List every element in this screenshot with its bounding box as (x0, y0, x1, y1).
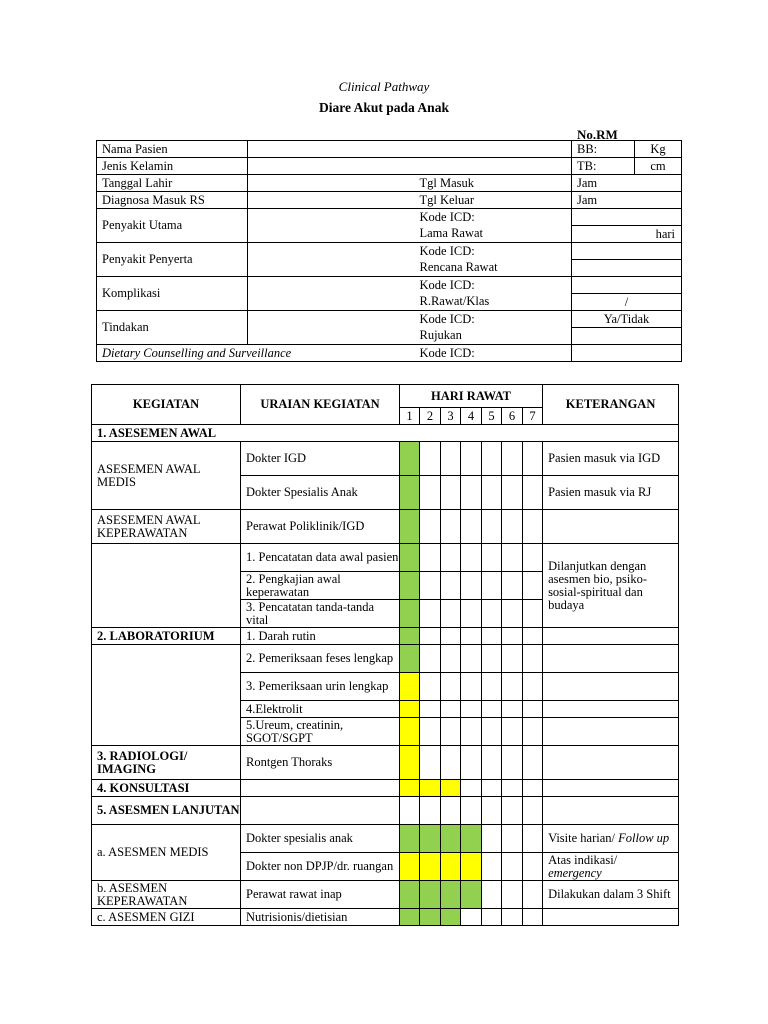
day-cell-green (400, 442, 420, 476)
field-rawat-klas: / (572, 294, 682, 311)
empty-cell (543, 645, 679, 673)
field-jenis-kelamin[interactable] (248, 158, 572, 175)
day-cell-yellow (441, 780, 461, 797)
empty-cell (482, 701, 502, 718)
empty-cell (523, 909, 543, 926)
label-asesmen-gizi: c. ASESMEN GIZI (92, 909, 241, 926)
day-cell-green (420, 909, 441, 926)
empty-cell (482, 628, 502, 645)
label-tindakan: Tindakan (97, 311, 248, 345)
row-dokter-spesialis-anak: Dokter Spesialis Anak (241, 476, 400, 510)
day-cell-green (400, 572, 420, 600)
empty-cell (482, 442, 502, 476)
empty-cell (420, 746, 441, 780)
field-tanggal-lahir[interactable] (248, 175, 415, 192)
unit-cm: cm (635, 158, 682, 175)
row-nutrisionis: Nutrisionis/dietisian (241, 909, 400, 926)
row-pencatatan-data: 1. Pencatatan data awal pasien (241, 544, 400, 572)
day-cell-yellow (400, 718, 420, 746)
section-laboratorium: 2. LABORATORIUM (92, 628, 241, 645)
empty-cell (420, 673, 441, 701)
ket-atas-indikasi: Atas indikasi/ emergency (543, 853, 679, 881)
empty-cell (441, 718, 461, 746)
empty-cell (461, 780, 482, 797)
col-header-hari-rawat: HARI RAWAT (400, 385, 543, 408)
empty-cell (482, 572, 502, 600)
empty-cell (461, 718, 482, 746)
empty-cell (420, 628, 441, 645)
empty-cell (523, 628, 543, 645)
empty-cell (523, 600, 543, 628)
label-tgl-masuk: Tgl Masuk (415, 175, 572, 192)
empty-cell (502, 673, 523, 701)
day-3: 3 (441, 408, 461, 425)
empty-cell (441, 645, 461, 673)
row-dokter-spes-anak-2: Dokter spesialis anak (241, 825, 400, 853)
empty-cell (461, 544, 482, 572)
day-7: 7 (523, 408, 543, 425)
day-cell-green (400, 544, 420, 572)
empty-cell (482, 853, 502, 881)
empty-cell (461, 442, 482, 476)
label-jam-masuk: Jam (572, 175, 682, 192)
field-rencana-rawat[interactable] (572, 260, 682, 277)
day-cell-green (420, 825, 441, 853)
empty-cell (543, 628, 679, 645)
label-jenis-kelamin: Jenis Kelamin (97, 158, 248, 175)
day-cell-yellow (420, 853, 441, 881)
empty-cell (523, 825, 543, 853)
day-cell-green (461, 825, 482, 853)
empty-cell (502, 718, 523, 746)
empty-cell (502, 701, 523, 718)
empty-cell (441, 628, 461, 645)
empty-cell (441, 673, 461, 701)
empty-cell (502, 510, 523, 544)
empty-cell (543, 746, 679, 780)
section-asesmen-lanjutan: 5. ASESMEN LANJUTAN (92, 797, 241, 825)
day-cell-green (441, 825, 461, 853)
day-cell-yellow (400, 673, 420, 701)
field-komplikasi[interactable] (248, 277, 415, 311)
empty-cell (502, 853, 523, 881)
field-kode-icd-komplikasi[interactable] (572, 277, 682, 294)
empty-cell (502, 544, 523, 572)
empty-cell (543, 909, 679, 926)
day-6: 6 (502, 408, 523, 425)
day-2: 2 (420, 408, 441, 425)
row-urin: 3. Pemeriksaan urin lengkap (241, 673, 400, 701)
empty-cell (502, 572, 523, 600)
label-rujukan: Rujukan (415, 328, 572, 345)
field-diagnosa[interactable] (248, 192, 415, 209)
day-cell-yellow (420, 780, 441, 797)
label-kode-icd-penyerta: Kode ICD: (415, 243, 572, 260)
label-rawat-klas: R.Rawat/Klas (415, 294, 572, 311)
row-pencatatan-ttv: 3. Pencatatan tanda-tanda vital (241, 600, 400, 628)
empty-lab-cell (92, 645, 241, 746)
row-dokter-non-dpjp: Dokter non DPJP/dr. ruangan (241, 853, 400, 881)
empty-cell (461, 600, 482, 628)
empty-cell (523, 442, 543, 476)
empty-cell (482, 544, 502, 572)
label-bb: BB: (572, 141, 635, 158)
field-kode-icd-dietary[interactable] (572, 345, 682, 362)
empty-cell (523, 718, 543, 746)
empty-cell (441, 701, 461, 718)
empty-cell (502, 780, 523, 797)
day-cell-green (400, 881, 420, 909)
empty-cell (482, 510, 502, 544)
empty-cell (420, 476, 441, 510)
label-rencana-rawat: Rencana Rawat (415, 260, 572, 277)
page-subtitle: Diare Akut pada Anak (319, 100, 449, 115)
section-konsultasi: 4. KONSULTASI (92, 780, 241, 797)
empty-cell (420, 645, 441, 673)
label-dietary: Dietary Counselling and Surveillance (97, 345, 415, 362)
empty-cell (543, 510, 679, 544)
label-komplikasi: Komplikasi (97, 277, 248, 311)
empty-cell (461, 476, 482, 510)
day-cell-green (400, 600, 420, 628)
col-header-kegiatan: KEGIATAN (92, 385, 241, 425)
label-penyakit-penyerta: Penyakit Penyerta (97, 243, 248, 277)
empty-cell (441, 544, 461, 572)
day-4: 4 (461, 408, 482, 425)
label-asesmen-awal-kep: ASESEMEN AWAL KEPERAWATAN (92, 510, 241, 544)
empty-cell (461, 645, 482, 673)
day-cell-green (441, 909, 461, 926)
empty-cell (523, 853, 543, 881)
empty-cell (523, 746, 543, 780)
empty-cell (441, 442, 461, 476)
row-rontgen: Rontgen Thoraks (241, 746, 400, 780)
label-tgl-keluar: Tgl Keluar (415, 192, 572, 209)
empty-cell (461, 572, 482, 600)
empty-cell (241, 797, 400, 825)
day-cell-yellow (400, 701, 420, 718)
empty-cell (502, 645, 523, 673)
empty-cell (502, 797, 523, 825)
label-tb: TB: (572, 158, 635, 175)
row-pengkajian: 2. Pengkajian awal keperawatan (241, 572, 400, 600)
empty-cell (502, 476, 523, 510)
empty-cell (420, 544, 441, 572)
empty-cell (420, 510, 441, 544)
no-rm-label: No.RM (577, 127, 618, 142)
empty-cell (420, 572, 441, 600)
empty-cell (523, 645, 543, 673)
section-radiologi: 3. RADIOLOGI/ IMAGING (92, 746, 241, 780)
empty-cell (502, 825, 523, 853)
label-kode-icd-utama: Kode ICD: (415, 209, 572, 226)
label-kode-icd-komplikasi: Kode ICD: (415, 277, 572, 294)
empty-cell (482, 600, 502, 628)
day-1: 1 (400, 408, 420, 425)
activity-table (91, 384, 679, 926)
row-ureum: 5.Ureum, creatinin, SGOT/SGPT (241, 718, 400, 746)
empty-cell (441, 600, 461, 628)
field-penyakit-utama[interactable] (248, 209, 415, 243)
ket-3shift: Dilakukan dalam 3 Shift (543, 881, 679, 909)
day-cell-green (400, 510, 420, 544)
empty-cell (502, 628, 523, 645)
empty-cell (482, 673, 502, 701)
field-kode-icd-penyerta[interactable] (572, 243, 682, 260)
field-nama-pasien[interactable] (248, 141, 572, 158)
day-cell-yellow (400, 746, 420, 780)
empty-cell (482, 476, 502, 510)
ket-rj: Pasien masuk via RJ (543, 476, 679, 510)
empty-cell (502, 600, 523, 628)
empty-cell (523, 510, 543, 544)
label-kode-icd-tindakan: Kode ICD: (415, 311, 572, 328)
empty-cell (523, 881, 543, 909)
label-asesmen-medis: a. ASESMEN MEDIS (92, 825, 241, 881)
unit-kg: Kg (635, 141, 682, 158)
label-penyakit-utama: Penyakit Utama (97, 209, 248, 243)
empty-cell (523, 476, 543, 510)
label-tanggal-lahir: Tanggal Lahir (97, 175, 248, 192)
field-kode-icd-utama[interactable] (572, 209, 682, 226)
day-cell-green (400, 645, 420, 673)
empty-cell (441, 572, 461, 600)
day-cell-yellow (441, 853, 461, 881)
empty-cell (543, 701, 679, 718)
day-cell-green (461, 881, 482, 909)
empty-cell (482, 718, 502, 746)
empty-cell (523, 673, 543, 701)
empty-cell (441, 510, 461, 544)
empty-cell (502, 881, 523, 909)
empty-cell (523, 701, 543, 718)
label-jam-keluar: Jam (572, 192, 682, 209)
empty-cell (461, 746, 482, 780)
row-darah: 1. Darah rutin (241, 628, 400, 645)
day-cell-green (400, 825, 420, 853)
empty-kep-cell (92, 544, 241, 628)
ket-dilanjutkan: Dilanjutkan dengan asesmen bio, psiko-sosial-spiritual dan budaya (543, 544, 679, 628)
empty-cell (543, 797, 679, 825)
row-dokter-igd: Dokter IGD (241, 442, 400, 476)
row-perawat-inap: Perawat rawat inap (241, 881, 400, 909)
empty-cell (461, 673, 482, 701)
empty-cell (461, 701, 482, 718)
row-feses: 2. Pemeriksaan feses lengkap (241, 645, 400, 673)
empty-cell (543, 780, 679, 797)
day-cell-yellow (400, 853, 420, 881)
day-5: 5 (482, 408, 502, 425)
day-cell-green (420, 881, 441, 909)
day-cell-yellow (461, 853, 482, 881)
empty-cell (420, 600, 441, 628)
ket-visite: Visite harian/ Follow up (543, 825, 679, 853)
empty-cell (502, 442, 523, 476)
day-cell-green (400, 476, 420, 510)
empty-cell (502, 746, 523, 780)
empty-cell (482, 645, 502, 673)
empty-cell (543, 673, 679, 701)
col-header-keterangan: KETERANGAN (543, 385, 679, 425)
empty-cell (420, 797, 441, 825)
empty-cell (482, 780, 502, 797)
label-lama-rawat: Lama Rawat (415, 226, 572, 243)
day-cell-green (400, 628, 420, 645)
empty-cell (461, 510, 482, 544)
empty-cell (420, 718, 441, 746)
empty-cell (502, 909, 523, 926)
empty-cell (461, 909, 482, 926)
day-cell-green (400, 909, 420, 926)
label-kode-icd-dietary: Kode ICD: (415, 345, 572, 362)
field-tindakan[interactable] (248, 311, 415, 345)
unit-hari: hari (572, 226, 682, 243)
patient-info-table (96, 140, 682, 362)
empty-cell (482, 746, 502, 780)
label-asesmen-awal-medis: ASESEMEN AWAL MEDIS (92, 442, 241, 510)
field-rujukan[interactable] (572, 328, 682, 345)
empty-cell (441, 797, 461, 825)
empty-cell (523, 572, 543, 600)
empty-cell (543, 718, 679, 746)
ket-igd: Pasien masuk via IGD (543, 442, 679, 476)
label-diagnosa: Diagnosa Masuk RS (97, 192, 248, 209)
row-elektrolit: 4.Elektrolit (241, 701, 400, 718)
empty-cell (420, 701, 441, 718)
empty-cell (482, 797, 502, 825)
label-nama-pasien: Nama Pasien (97, 141, 248, 158)
empty-cell (241, 780, 400, 797)
label-asesmen-keperawatan: b. ASESMEN KEPERAWATAN (92, 881, 241, 909)
empty-cell (482, 825, 502, 853)
day-cell-yellow (400, 780, 420, 797)
empty-cell (523, 797, 543, 825)
empty-cell (482, 909, 502, 926)
field-penyakit-penyerta[interactable] (248, 243, 415, 277)
empty-cell (420, 442, 441, 476)
col-header-uraian: URAIAN KEGIATAN (241, 385, 400, 425)
row-perawat-poli: Perawat Poliklinik/IGD (241, 510, 400, 544)
section-asesmen-awal: 1. ASESEMEN AWAL (92, 425, 679, 442)
empty-cell (461, 628, 482, 645)
empty-cell (400, 797, 420, 825)
empty-cell (441, 746, 461, 780)
field-ya-tidak: Ya/Tidak (572, 311, 682, 328)
empty-cell (523, 544, 543, 572)
empty-cell (461, 797, 482, 825)
empty-cell (441, 476, 461, 510)
empty-cell (482, 881, 502, 909)
day-cell-green (441, 881, 461, 909)
page-title: Clinical Pathway (338, 79, 430, 94)
empty-cell (523, 780, 543, 797)
